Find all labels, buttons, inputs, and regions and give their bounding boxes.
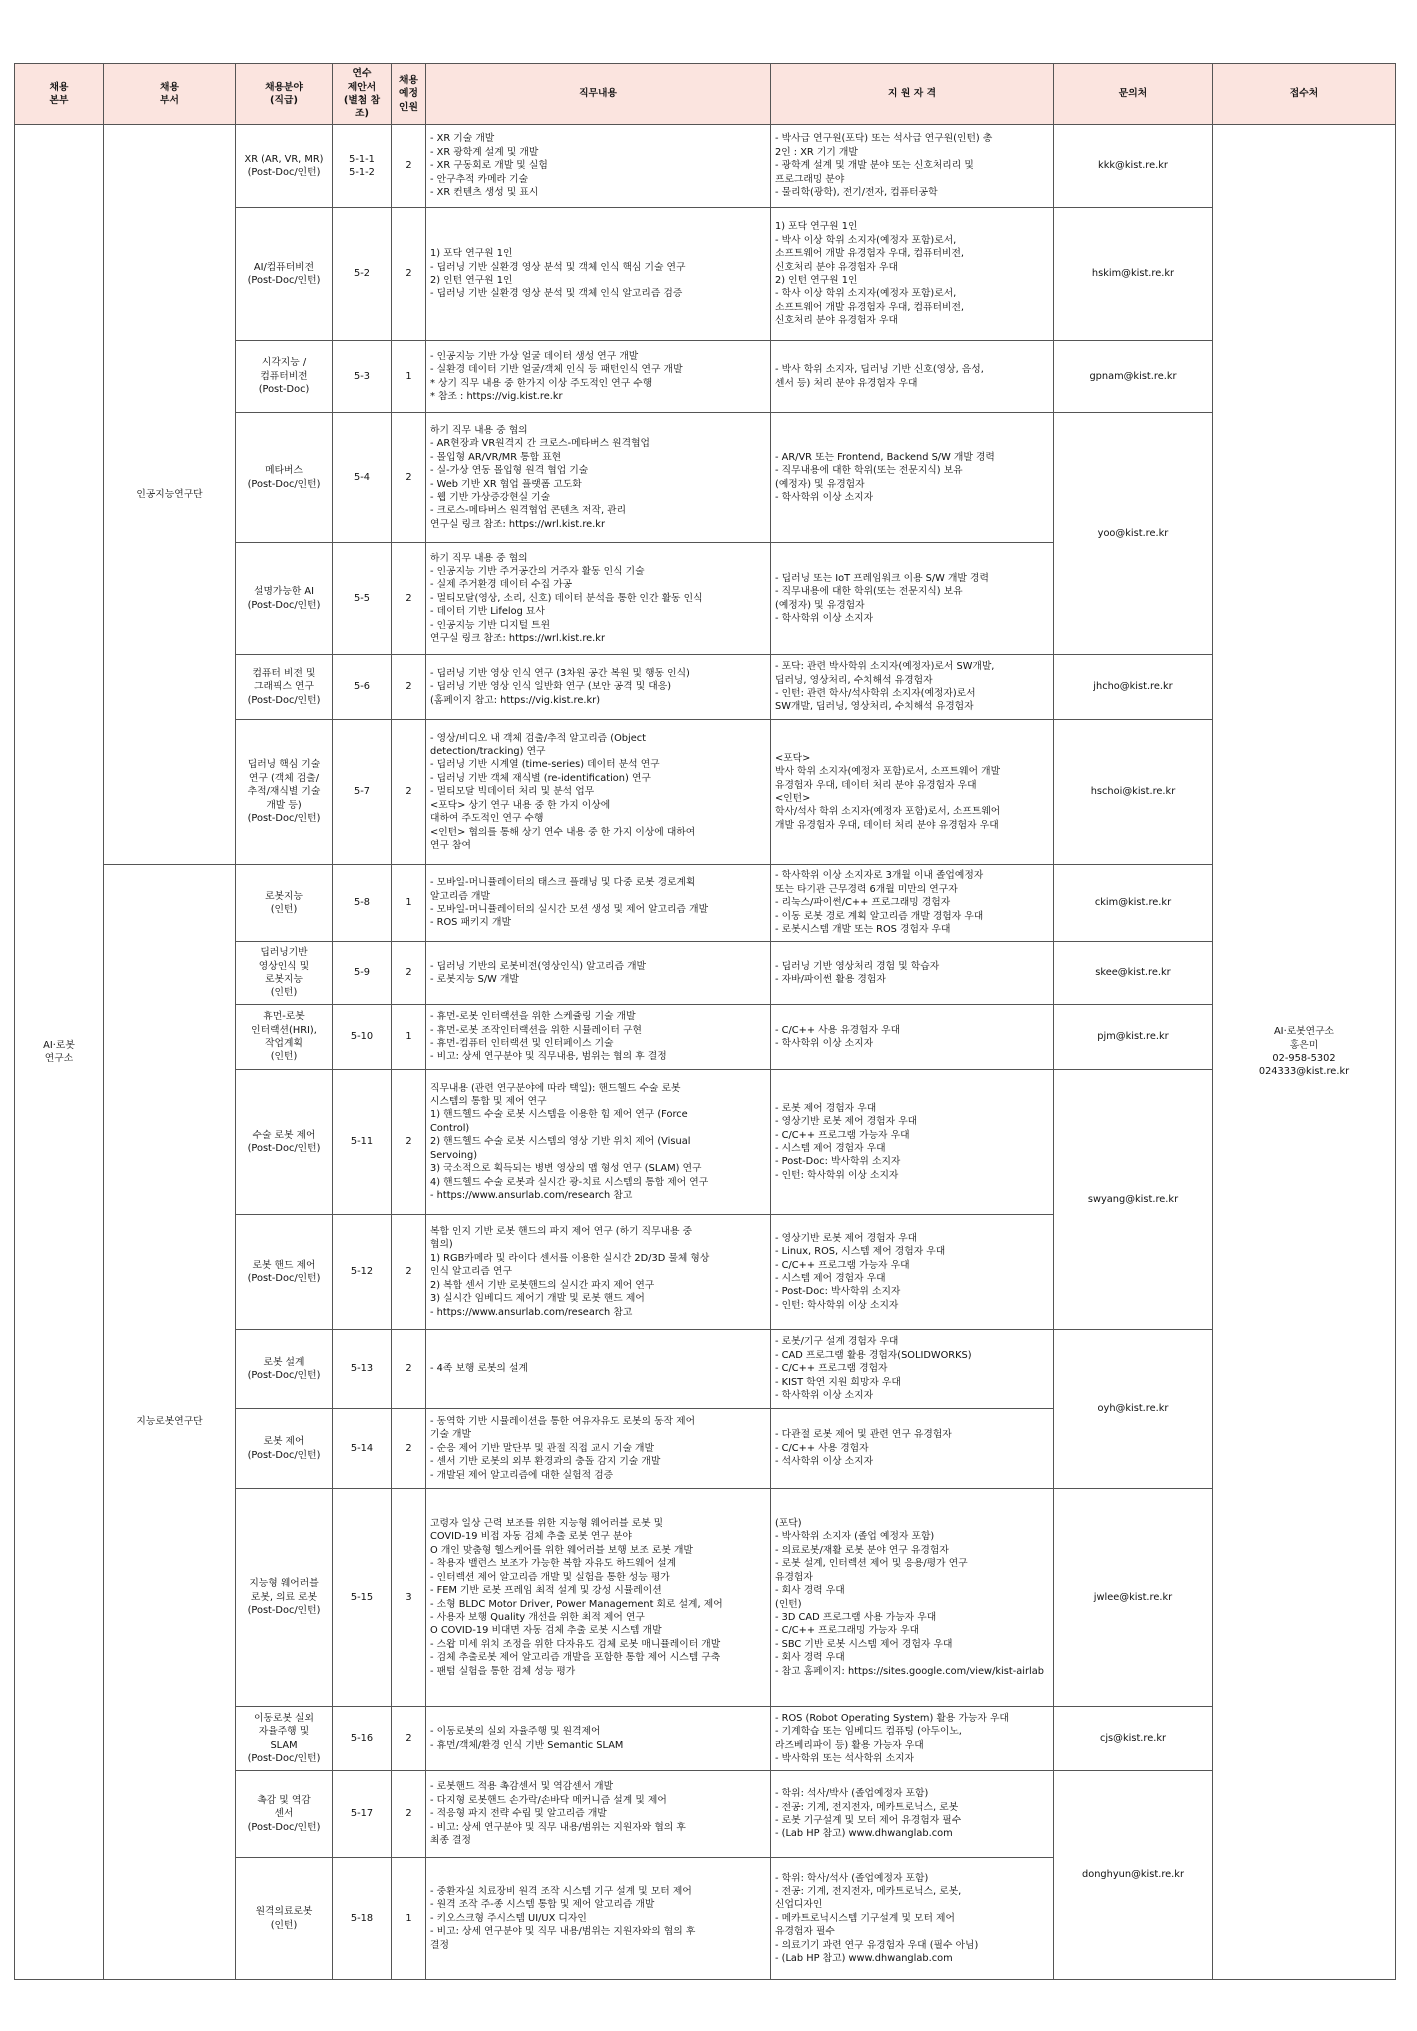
qualification-cell: - 학사학위 이상 소지자로 3개월 이내 졸업예정자 또는 타기관 근무경력 6개월 미만의 연구자 - 리눅스/파이썬/C++ 프로그래밍 경험자 - 이동 로봇 경로 계획 알고리즘 개발 경험자 우대 - 로봇시스템 개발 또는 ROS 경험자 우대 <box>771 865 1054 942</box>
headcount-cell: 2 <box>392 1707 426 1771</box>
hq-cell: AI·로봇 연구소 <box>15 125 104 1980</box>
headcount-cell: 1 <box>392 341 426 413</box>
headcount-cell: 2 <box>392 208 426 341</box>
qualification-cell: - AR/VR 또는 Frontend, Backend S/W 개발 경력 - 직무내용에 대한 학위(또는 전문지식) 보유 (예정자) 및 유경험자 - 학사학위 이상 소지자 <box>771 413 1054 543</box>
qualification-cell: - 딥러닝 기반 영상처리 경험 및 학습자 - 자바/파이썬 활용 경험자 <box>771 942 1054 1005</box>
headcount-cell: 2 <box>392 1771 426 1858</box>
headcount-cell: 2 <box>392 1409 426 1489</box>
proposal-cell: 5-2 <box>333 208 392 341</box>
header-department: 채용 부서 <box>104 64 236 125</box>
duties-cell: 고령자 일상 근력 보조를 위한 지능형 웨어러블 로봇 및 COVID-19 비접 자동 검체 추출 로봇 연구 분야 O 개인 맞춤형 헬스케어를 위한 웨어러블 보행 보조 로봇 개발 - 착용자 밸런스 보조가 가능한 복합 자유도 하드웨어 설계 - 인터렉션 제어 알고리즘 개발 및 실험을 통한 성능 평가 - FEM 기반 로봇 프레임 최적 설계 및 강성 시뮬레이션 - 소형 BLDC Motor Driver, Power Management 회로 설계, 제어 - 사용자 보행 Quality 개선을 위한 최적 제어 연구 O COVID-19 비대면 자동 검체 추출 로봇 시스템 개발 - 스왑 미세 위치 조정을 위한 다자유도 검체 로봇 매니퓰레이터 개발 - 검체 추출로봇 제어 알고리즘 개발을 포함한 통합 제어 시스템 구축 - 팬텀 실험을 통한 검체 성능 평가 <box>426 1489 771 1707</box>
contact-email[interactable]: kkk@kist.re.kr <box>1054 125 1213 208</box>
table-row <box>15 865 1396 942</box>
contact-email[interactable]: pjm@kist.re.kr <box>1054 1005 1213 1070</box>
qualification-cell: - ROS (Robot Operating System) 활용 가능자 우대 - 기계학습 또는 임베디드 컴퓨팅 (아두이노, 라즈베리파이 등) 활용 가능자 우대 - 박사학위 또는 석사학위 소지자 <box>771 1707 1054 1771</box>
department-cell: 인공지능연구단 <box>104 125 236 865</box>
proposal-cell: 5-16 <box>333 1707 392 1771</box>
proposal-cell: 5-12 <box>333 1215 392 1330</box>
proposal-cell: 5-14 <box>333 1409 392 1489</box>
field-cell: 딥러닝 핵심 기술 연구 (객체 검출/ 추적/재식별 기술 개발 등) (Post-Doc/인턴) <box>236 720 333 865</box>
headcount-cell: 2 <box>392 543 426 655</box>
field-cell: 로봇 설계 (Post-Doc/인턴) <box>236 1330 333 1409</box>
contact-email[interactable]: cjs@kist.re.kr <box>1054 1707 1213 1771</box>
qualification-cell: - C/C++ 사용 유경험자 우대 - 학사학위 이상 소지자 <box>771 1005 1054 1070</box>
headcount-cell: 2 <box>392 125 426 208</box>
field-cell: XR (AR, VR, MR) (Post-Doc/인턴) <box>236 125 333 208</box>
headcount-cell: 2 <box>392 1215 426 1330</box>
qualification-cell: 1) 포닥 연구원 1인 - 박사 이상 학위 소지자(예정자 포함)로서, 소프트웨어 개발 유경험자 우대, 컴퓨터비전, 신호처리 분야 유경험자 우대 2) 인턴 연구원 1인 - 학사 이상 학위 소지자(예정자 포함)로서, 소프트웨어 개발 유경험자 우대, 컴퓨터비전, 신호처리 분야 유경험자 우대 <box>771 208 1054 341</box>
duties-cell: - 영상/비디오 내 객체 검출/추적 알고리즘 (Object detection/tracking) 연구 - 딥러닝 기반 시계열 (time-series) 데이터 분석 연구 - 딥러닝 기반 객체 재식별 (re-identification) 연구 - 멀티모달 빅데이터 처리 및 분석 업무 <포닥> 상기 연구 내용 중 한 가지 이상에 대하여 주도적인 연구 수행 <인턴> 협의를 통해 상기 연수 내용 중 한 가지 이상에 대하여 연구 참여 <box>426 720 771 865</box>
header-headcount: 채용 예정 인원 <box>392 64 426 125</box>
table-row <box>15 125 1396 208</box>
contact-email[interactable]: jhcho@kist.re.kr <box>1054 655 1213 720</box>
qualification-cell: - 학위: 석사/박사 (졸업예정자 포함) - 전공: 기계, 전지전자, 메카트로닉스, 로봇 - 로봇 기구설계 및 모터 제어 유경험자 필수 - (Lab HP 참고) www.dhwanglab.com <box>771 1771 1054 1858</box>
proposal-cell: 5-11 <box>333 1070 392 1215</box>
qualification-cell: - 로봇 제어 경험자 우대 - 영상기반 로봇 제어 경험자 우대 - C/C++ 프로그램 가능자 우대 - 시스템 제어 경험자 우대 - Post-Doc: 박사학위 소지자 - 인턴: 학사학위 이상 소지자 <box>771 1070 1054 1215</box>
headcount-cell: 2 <box>392 1330 426 1409</box>
header-proposal: 연수 제안서 (별첨 참조) <box>333 64 392 125</box>
duties-cell: - 중환자실 치료장비 원격 조작 시스템 기구 설계 및 모터 제어 - 원격 조작 주-종 시스템 통합 및 제어 알고리즘 개발 - 키오스크형 주시스템 UI/UX 디자인 - 비고: 상세 연구분야 및 직무 내용/범위는 지원자와의 협의 후 결정 <box>426 1858 771 1980</box>
headcount-cell: 3 <box>392 1489 426 1707</box>
field-cell: 메타버스 (Post-Doc/인턴) <box>236 413 333 543</box>
headcount-cell: 2 <box>392 720 426 865</box>
contact-email[interactable]: swyang@kist.re.kr <box>1054 1070 1213 1330</box>
proposal-cell: 5-3 <box>333 341 392 413</box>
qualification-cell: - 로봇/기구 설계 경험자 우대 - CAD 프로그램 활용 경험자(SOLIDWORKS) - C/C++ 프로그램 경험자 - KIST 학연 지원 희망자 우대 - 학사학위 이상 소지자 <box>771 1330 1054 1409</box>
headcount-cell: 2 <box>392 413 426 543</box>
headcount-cell: 2 <box>392 942 426 1005</box>
header-row <box>15 64 1396 125</box>
field-cell: 로봇 제어 (Post-Doc/인턴) <box>236 1409 333 1489</box>
headcount-cell: 1 <box>392 1005 426 1070</box>
proposal-cell: 5-1-1 5-1-2 <box>333 125 392 208</box>
field-cell: 컴퓨터 비전 및 그래픽스 연구 (Post-Doc/인턴) <box>236 655 333 720</box>
proposal-cell: 5-9 <box>333 942 392 1005</box>
contact-email[interactable]: ckim@kist.re.kr <box>1054 865 1213 942</box>
field-cell: 지능형 웨어러블 로봇, 의료 로봇 (Post-Doc/인턴) <box>236 1489 333 1707</box>
proposal-cell: 5-18 <box>333 1858 392 1980</box>
proposal-cell: 5-6 <box>333 655 392 720</box>
duties-cell: - XR 기술 개발 - XR 광학계 설계 및 개발 - XR 구동회로 개발 및 실험 - 안구추적 카메라 기술 - XR 컨텐츠 생성 및 표시 <box>426 125 771 208</box>
proposal-cell: 5-8 <box>333 865 392 942</box>
proposal-cell: 5-13 <box>333 1330 392 1409</box>
header-reception: 접수처 <box>1213 64 1396 125</box>
department-cell: 지능로봇연구단 <box>104 865 236 1980</box>
field-cell: 촉감 및 역감 센서 (Post-Doc/인턴) <box>236 1771 333 1858</box>
proposal-cell: 5-10 <box>333 1005 392 1070</box>
header-field: 채용분야 (직급) <box>236 64 333 125</box>
contact-email[interactable]: jwlee@kist.re.kr <box>1054 1489 1213 1707</box>
duties-cell: 하기 직무 내용 중 협의 - AR현장과 VR원격지 간 크로스-메타버스 원격협업 - 몰입형 AR/VR/MR 통합 표현 - 실-가상 연동 몰입형 원격 협업 기술 - Web 기반 XR 협업 플랫폼 고도화 - 웹 기반 가상증강현실 기술 - 크로스-메타버스 원격협업 콘텐츠 저작, 관리 연구실 링크 참조: https://wrl.kist.re.kr <box>426 413 771 543</box>
qualification-cell: - 딥러닝 또는 IoT 프레임워크 이용 S/W 개발 경력 - 직무내용에 대한 학위(또는 전문지식) 보유 (예정자) 및 유경험자 - 학사학위 이상 소지자 <box>771 543 1054 655</box>
qualification-cell: - 다관절 로봇 제어 및 관련 연구 유경험자 - C/C++ 사용 경험자 - 석사학위 이상 소지자 <box>771 1409 1054 1489</box>
duties-cell: - 이동로봇의 실외 자율주행 및 원격제어 - 휴먼/객체/환경 인식 기반 Semantic SLAM <box>426 1707 771 1771</box>
duties-cell: - 4족 보행 로봇의 설계 <box>426 1330 771 1409</box>
contact-email[interactable]: skee@kist.re.kr <box>1054 942 1213 1005</box>
field-cell: 로봇지능 (인턴) <box>236 865 333 942</box>
duties-cell: - 모바일-머니퓰레이터의 태스크 플래닝 및 다중 로봇 경로계획 알고리즘 개발 - 모바일-머니퓰레이터의 실시간 모션 생성 및 제어 알고리즘 개발 - ROS 패키지 개발 <box>426 865 771 942</box>
field-cell: 수술 로봇 제어 (Post-Doc/인턴) <box>236 1070 333 1215</box>
qualification-cell: - 영상기반 로봇 제어 경험자 우대 - Linux, ROS, 시스템 제어 경험자 우대 - C/C++ 프로그램 가능자 우대 - 시스템 제어 경험자 우대 - Post-Doc: 박사학위 소지자 - 인턴: 학사학위 이상 소지자 <box>771 1215 1054 1330</box>
headcount-cell: 1 <box>392 1858 426 1980</box>
proposal-cell: 5-4 <box>333 413 392 543</box>
contact-email[interactable]: hschoi@kist.re.kr <box>1054 720 1213 865</box>
field-cell: 휴먼-로봇 인터랙션(HRI), 작업계획 (인턴) <box>236 1005 333 1070</box>
proposal-cell: 5-7 <box>333 720 392 865</box>
duties-cell: - 인공지능 기반 가상 얼굴 데이터 생성 연구 개발 - 실환경 데이터 기반 얼굴/객체 인식 등 패턴인식 연구 개발 * 상기 직무 내용 중 한가지 이상 주도적인 연구 수행 * 참조 : https://vig.kist.re.kr <box>426 341 771 413</box>
field-cell: 원격의료로봇 (인턴) <box>236 1858 333 1980</box>
duties-cell: - 딥러닝 기반의 로봇비전(영상인식) 알고리즘 개발 - 로봇지능 S/W 개발 <box>426 942 771 1005</box>
field-cell: 시각지능 / 컴퓨터비전 (Post-Doc) <box>236 341 333 413</box>
field-cell: 로봇 핸드 제어 (Post-Doc/인턴) <box>236 1215 333 1330</box>
duties-cell: - 휴먼-로봇 인터랙션을 위한 스케쥴링 기술 개발 - 휴먼-로봇 조작인터랙션을 위한 시뮬레이터 구현 - 휴먼-컴퓨터 인터랙션 및 인터페이스 기술 - 비고: 상세 연구분야 및 직무내용, 범위는 협의 후 결정 <box>426 1005 771 1070</box>
contact-email[interactable]: oyh@kist.re.kr <box>1054 1330 1213 1489</box>
duties-cell: 직무내용 (관련 연구분야에 따라 택일): 핸드헬드 수술 로봇 시스템의 통합 및 제어 연구 1) 핸드헬드 수술 로봇 시스템을 이용한 힘 제어 연구 (Force Control) 2) 핸드헬드 수술 로봇 시스템의 영상 기반 위치 제어 (Visual Servoing) 3) 국소적으로 획득되는 병변 영상의 맵 형성 연구 (SLAM) 연구 4) 핸드헬드 수술 로봇과 실시간 광-치료 시스템의 통합 제어 연구 - https://www.ansurlab.com/research 참고 <box>426 1070 771 1215</box>
duties-cell: 1) 포닥 연구원 1인 - 딥러닝 기반 실환경 영상 분석 및 객체 인식 핵심 기술 연구 2) 인턴 연구원 1인 - 딥러닝 기반 실환경 영상 분석 및 객체 인식 알고리즘 검증 <box>426 208 771 341</box>
qualification-cell: - 포닥: 관련 박사학위 소지자(예정자)로서 SW개발, 딥러닝, 영상처리, 수치해석 유경험자 - 인턴: 관련 학사/석사학위 소지자(예정자)로서 SW개발, 딥러닝, 영상처리, 수치해석 유경험자 <box>771 655 1054 720</box>
header-hq: 채용 본부 <box>15 64 104 125</box>
headcount-cell: 1 <box>392 865 426 942</box>
contact-email[interactable]: gpnam@kist.re.kr <box>1054 341 1213 413</box>
contact-email[interactable]: yoo@kist.re.kr <box>1054 413 1213 655</box>
field-cell: AI/컴퓨터비전 (Post-Doc/인턴) <box>236 208 333 341</box>
qualification-cell: (포닥) - 박사학위 소지자 (졸업 예정자 포함) - 의료로봇/재활 로봇 분야 연구 유경험자 - 로봇 설계, 인터렉션 제어 및 응용/평가 연구 유경험자 - 회사 경력 우대 (인턴) - 3D CAD 프로그램 사용 가능자 우대 - C/C++ 프로그래밍 가능자 우대 - SBC 기반 로봇 시스템 제어 경험자 우대 - 회사 경력 우대 - 참고 홈페이지: https://sites.google.com/view/kist-airlab <box>771 1489 1054 1707</box>
recruitment-table <box>14 63 1396 1980</box>
duties-cell: - 동역학 기반 시뮬레이션을 통한 여유자유도 로봇의 동작 제어 기술 개발 - 순응 제어 기반 말단부 및 관절 직접 교시 기술 개발 - 센서 기반 로봇의 외부 환경과의 충돌 감지 기술 개발 - 개발된 제어 알고리즘에 대한 실험적 검증 <box>426 1409 771 1489</box>
duties-cell: - 로봇핸드 적용 촉감센서 및 역감센서 개발 - 다지형 로봇핸드 손가락/손바닥 메커니즘 설계 및 제어 - 적응형 파지 전략 수립 및 알고리즘 개발 - 비고: 상세 연구분야 및 직무 내용/범위는 지원자와 협의 후 최종 결정 <box>426 1771 771 1858</box>
headcount-cell: 2 <box>392 1070 426 1215</box>
field-cell: 설명가능한 AI (Post-Doc/인턴) <box>236 543 333 655</box>
qualification-cell: - 학위: 학사/석사 (졸업예정자 포함) - 전공: 기계, 전지전자, 메카트로닉스, 로봇, 신업디자인 - 메카트로닉시스템 기구설계 및 모터 제어 유경험자 필수 - 의료기기 과련 연구 유경험자 우대 (필수 아님) - (Lab HP 참고) www.dhwanglab.com <box>771 1858 1054 1980</box>
header-contact: 문의처 <box>1054 64 1213 125</box>
reception-cell: AI·로봇연구소 홍은미 02-958-5302 024333@kist.re.kr <box>1213 125 1396 1980</box>
header-duties: 직무내용 <box>426 64 771 125</box>
header-qualifications: 지 원 자 격 <box>771 64 1054 125</box>
duties-cell: 하기 직무 내용 중 협의 - 인공지능 기반 주거공간의 거주자 활동 인식 기술 - 실제 주거환경 데이터 수집 가공 - 멀티모달(영상, 소리, 신호) 데이터 분석을 통한 인간 활동 인식 - 데이터 기반 Lifelog 묘사 - 인공지능 기반 디지털 트윈 연구실 링크 참조: https://wrl.kist.re.kr <box>426 543 771 655</box>
headcount-cell: 2 <box>392 655 426 720</box>
qualification-cell: - 박사 학위 소지자, 딥러닝 기반 신호(영상, 음성, 센서 등) 처리 분야 유경험자 우대 <box>771 341 1054 413</box>
duties-cell: - 딥러닝 기반 영상 인식 연구 (3차원 공간 복원 및 행동 인식) - 딥러닝 기반 영상 인식 일반화 연구 (보안 공격 및 대응) (홈페이지 참고: https://vig.kist.re.kr) <box>426 655 771 720</box>
field-cell: 딥러닝기반 영상인식 및 로봇지능 (인턴) <box>236 942 333 1005</box>
contact-email[interactable]: hskim@kist.re.kr <box>1054 208 1213 341</box>
qualification-cell: <포닥> 박사 학위 소지자(예정자 포함)로서, 소프트웨어 개발 유경험자 우대, 데이터 처리 분야 유경험자 우대 <인턴> 학사/석사 학위 소지자(예정자 포함)로서, 소프트웨어 개발 유경험자 우대, 데이터 처리 분야 유경험자 우대 <box>771 720 1054 865</box>
proposal-cell: 5-5 <box>333 543 392 655</box>
duties-cell: 복합 인지 기반 로봇 핸드의 파지 제어 연구 (하기 직무내용 중 협의) 1) RGB카메라 및 라이다 센서를 이용한 실시간 2D/3D 물체 형상 인식 알고리즘 연구 2) 복합 센서 기반 로봇핸드의 실시간 파지 제어 연구 3) 실시간 임베디드 제어기 개발 및 로봇 핸드 제어 - https://www.ansurlab.com/research 참고 <box>426 1215 771 1330</box>
proposal-cell: 5-15 <box>333 1489 392 1707</box>
qualification-cell: - 박사급 연구원(포닥) 또는 석사급 연구원(인턴) 총 2인 : XR 기기 개발 - 광학계 설계 및 개발 분야 또는 신호처리리 및 프로그래밍 분야 - 물리학(광학), 전기/전자, 컴퓨터공학 <box>771 125 1054 208</box>
proposal-cell: 5-17 <box>333 1771 392 1858</box>
contact-email[interactable]: donghyun@kist.re.kr <box>1054 1771 1213 1980</box>
field-cell: 이동로봇 실외 자율주행 및 SLAM (Post-Doc/인턴) <box>236 1707 333 1771</box>
